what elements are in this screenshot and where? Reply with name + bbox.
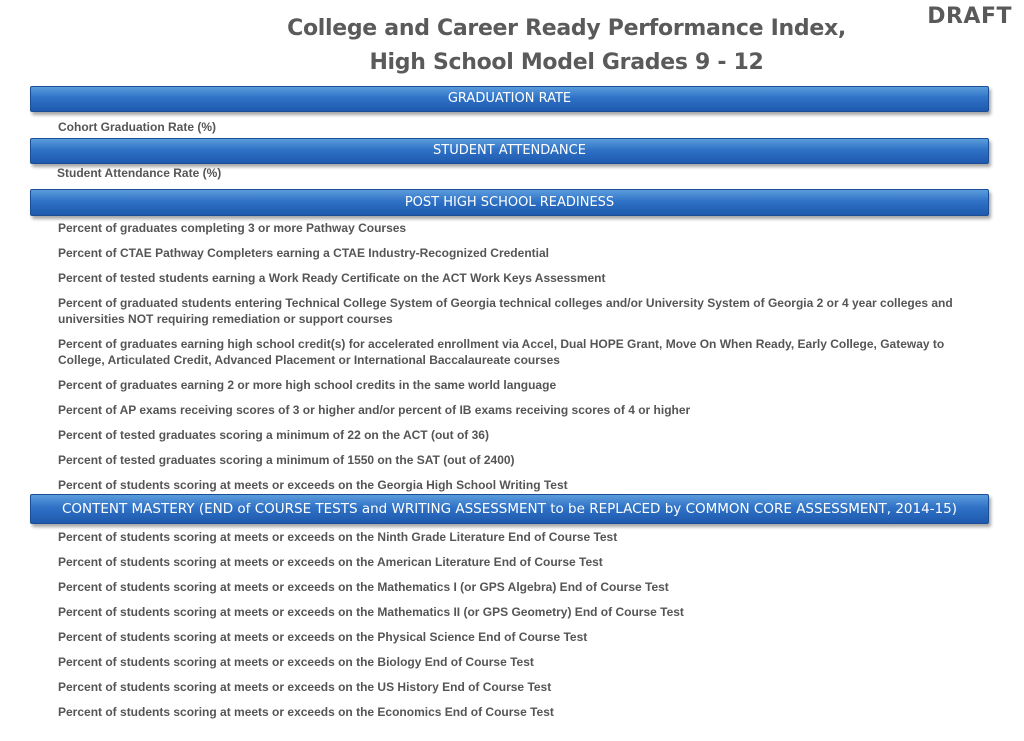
list-item: Percent of students scoring at meets or exceeds on the US History End of Course Test [58,680,552,694]
section-header-content-mastery [30,494,989,524]
list-item: Percent of students scoring at meets or exceeds on the Mathematics I (or GPS Algebra) End of Course Test [58,580,669,594]
list-item: Percent of AP exams receiving scores of 3 or higher and/or percent of IB exams receiving scores of 4 or higher [58,403,691,417]
list-item: Percent of graduates earning high school credit(s) for accelerated enrollment via Accel, Dual HOPE Grant, Move On When Ready, Early College, Gateway to College, Articulated Credit, Advanced Placement or International Baccalaureate courses [58,337,945,367]
list-item: Percent of students scoring at meets or exceeds on the Georgia High School Writing Test [58,478,568,492]
list-item: Student Attendance Rate (%) [57,166,222,180]
list-item: Cohort Graduation Rate (%) [58,120,216,134]
list-item: Percent of tested students earning a Work Ready Certificate on the ACT Work Keys Assessment [58,271,606,285]
title-line-1: College and Career Ready Performance Index, [287,16,846,41]
list-item: Percent of students scoring at meets or exceeds on the American Literature End of Course Test [58,555,603,569]
list-item: Percent of graduated students entering Technical College System of Georgia technical colleges and/or University System of Georgia 2 or 4 year colleges and universities NOT requiring remediation or support courses [58,296,953,326]
list-item: Percent of students scoring at meets or exceeds on the Ninth Grade Literature End of Course Test [58,530,618,544]
list-item: Percent of students scoring at meets or exceeds on the Biology End of Course Test [58,655,534,669]
list-item: Percent of graduates earning 2 or more high school credits in the same world language [58,378,557,392]
list-item: Percent of students scoring at meets or exceeds on the Economics End of Course Test [58,705,554,719]
list-item: Percent of graduates completing 3 or more Pathway Courses [58,221,407,235]
section-header-label: STUDENT ATTENDANCE [433,143,586,158]
title-line-2: High School Model Grades 9 - 12 [369,50,764,75]
draft-label: DRAFT [927,4,1012,29]
section-header-post-high-school-readiness [30,189,989,216]
list-item: Percent of students scoring at meets or exceeds on the Physical Science End of Course Test [58,630,588,644]
section-header-student-attendance [30,138,989,164]
list-item: Percent of tested graduates scoring a minimum of 22 on the ACT (out of 36) [58,428,489,442]
section-header-label: CONTENT MASTERY (END of COURSE TESTS and WRITING ASSESSMENT to be REPLACED by COMMON CORE ASSESSMENT, 2014-15) [61,501,958,517]
list-item: Percent of CTAE Pathway Completers earning a CTAE Industry-Recognized Credential [58,246,549,260]
page-title [210,12,923,80]
section-header-graduation-rate [30,86,989,112]
section-header-label: GRADUATION RATE [447,91,572,106]
list-item: Percent of students scoring at meets or exceeds on the Mathematics II (or GPS Geometry) End of Course Test [58,605,684,619]
list-item: Percent of tested graduates scoring a minimum of 1550 on the SAT (out of 2400) [58,453,515,467]
section-header-label: POST HIGH SCHOOL READINESS [404,195,615,210]
